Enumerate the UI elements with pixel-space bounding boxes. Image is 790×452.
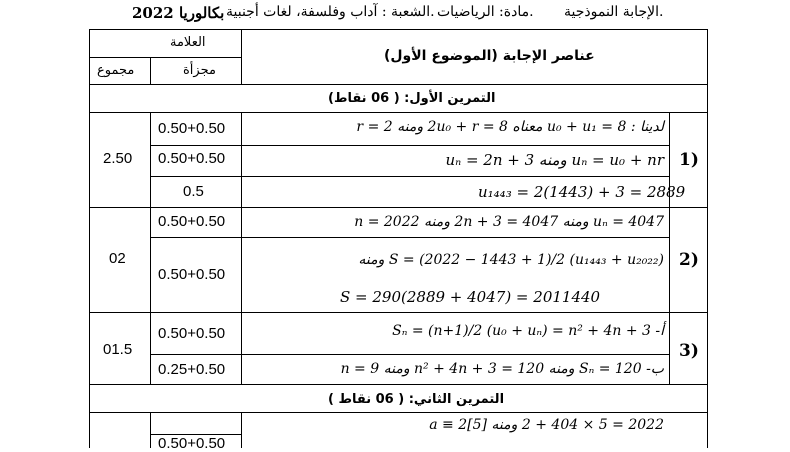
q3-total: 01.5 xyxy=(103,341,133,358)
ex2-mark-1: 0.50+0.50 xyxy=(158,435,226,452)
table-border-left xyxy=(89,29,90,448)
ex1-title: التمرين الأول: ( 06 نقاط) xyxy=(328,91,496,106)
q3-col-a xyxy=(150,312,151,384)
q2-row2: S = (2022 − 1443 + 1)/2 (u₁₄₄₃ + u₂₀₂₂) ومنه xyxy=(358,252,664,268)
q1-number: 1) xyxy=(679,150,699,170)
page-header xyxy=(0,0,790,28)
q3-bottom xyxy=(89,384,708,385)
q1-row3: u₁₄₄₃ = 2(1443) + 3 = 2889 xyxy=(478,183,686,201)
ex2-col-b xyxy=(241,412,242,448)
marks-divider xyxy=(89,57,241,58)
answer-model-label: الإجابة النموذجية. xyxy=(564,4,664,20)
elements-header: عناصر الإجابة (الموضوع الأول) xyxy=(384,48,595,64)
q1-row1: لدينا : u₀ + u₁ = 8 معناه 2u₀ + r = 8 ومنه r = 2 xyxy=(356,119,664,135)
q2-row3: S = 290(2889 + 4047) = 2011440 xyxy=(340,288,601,306)
q1-row2: uₙ = u₀ + nr ومنه uₙ = 2n + 3 xyxy=(445,151,664,169)
q2-mark-1: 0.50+0.50 xyxy=(158,213,226,230)
q1-total: 2.50 xyxy=(103,150,133,167)
q3-col-b xyxy=(241,312,242,384)
subject-label: مادة: الرياضيات. xyxy=(437,4,534,20)
ex2-title-bottom xyxy=(89,412,708,413)
table-border-top xyxy=(89,29,708,30)
ex1-title-bottom xyxy=(89,112,708,113)
q2-bottom xyxy=(89,312,708,313)
q3-number: 3) xyxy=(679,341,699,361)
table-border-right xyxy=(707,29,708,448)
ex2-row1: 2022 = 5 × 404 + 2 ومنه a ≡ 2[5] xyxy=(429,417,664,433)
q3-mark-1: 0.50+0.50 xyxy=(158,325,226,342)
partial-header: مجزأة xyxy=(183,63,216,78)
q1-mark-2: 0.50+0.50 xyxy=(158,150,226,167)
q1-row-line2 xyxy=(150,176,670,177)
branch-label: الشعبة : آداب وفلسفة، لغات أجنبية. xyxy=(226,4,435,20)
q2-col-c xyxy=(669,207,670,312)
q3-row1: أ- Sₙ = (n+1)/2 (u₀ + uₙ) = n² + 4n + 3 xyxy=(392,323,664,339)
q1-mark-1: 0.50+0.50 xyxy=(158,120,226,137)
ex2-title: التمرين الثاني: ( 06 نقاط ) xyxy=(328,392,505,407)
q3-mark-2: 0.25+0.50 xyxy=(158,361,226,378)
q2-row1: uₙ = 4047 ومنه 2n + 3 = 4047 ومنه n = 2022 xyxy=(354,214,664,230)
total-header: مجموع xyxy=(97,63,135,78)
q2-col-b xyxy=(241,207,242,312)
q1-row-line1 xyxy=(150,145,670,146)
q1-bottom xyxy=(89,207,708,208)
exam-label: بكالوريا 2022 xyxy=(132,4,225,22)
q2-mark-2: 0.50+0.50 xyxy=(158,266,226,283)
q2-number: 2) xyxy=(679,250,699,270)
q3-row-line1 xyxy=(150,354,670,355)
q2-row-line1 xyxy=(150,237,670,238)
marks-elements-divider xyxy=(241,29,242,84)
q2-col-a xyxy=(150,207,151,312)
total-partial-divider xyxy=(150,57,151,84)
marks-header: العلامة xyxy=(170,35,206,50)
ex2-col-a xyxy=(150,412,151,448)
q3-row2: ب- Sₙ = 120 ومنه n² + 4n + 3 = 120 ومنه n = 9 xyxy=(340,361,664,377)
q1-mark-3: 0.5 xyxy=(183,183,204,200)
q1-col-a xyxy=(150,112,151,207)
q1-col-b xyxy=(241,112,242,207)
header-bottom xyxy=(89,84,708,85)
q2-total: 02 xyxy=(109,250,126,267)
q3-col-c xyxy=(669,312,670,384)
